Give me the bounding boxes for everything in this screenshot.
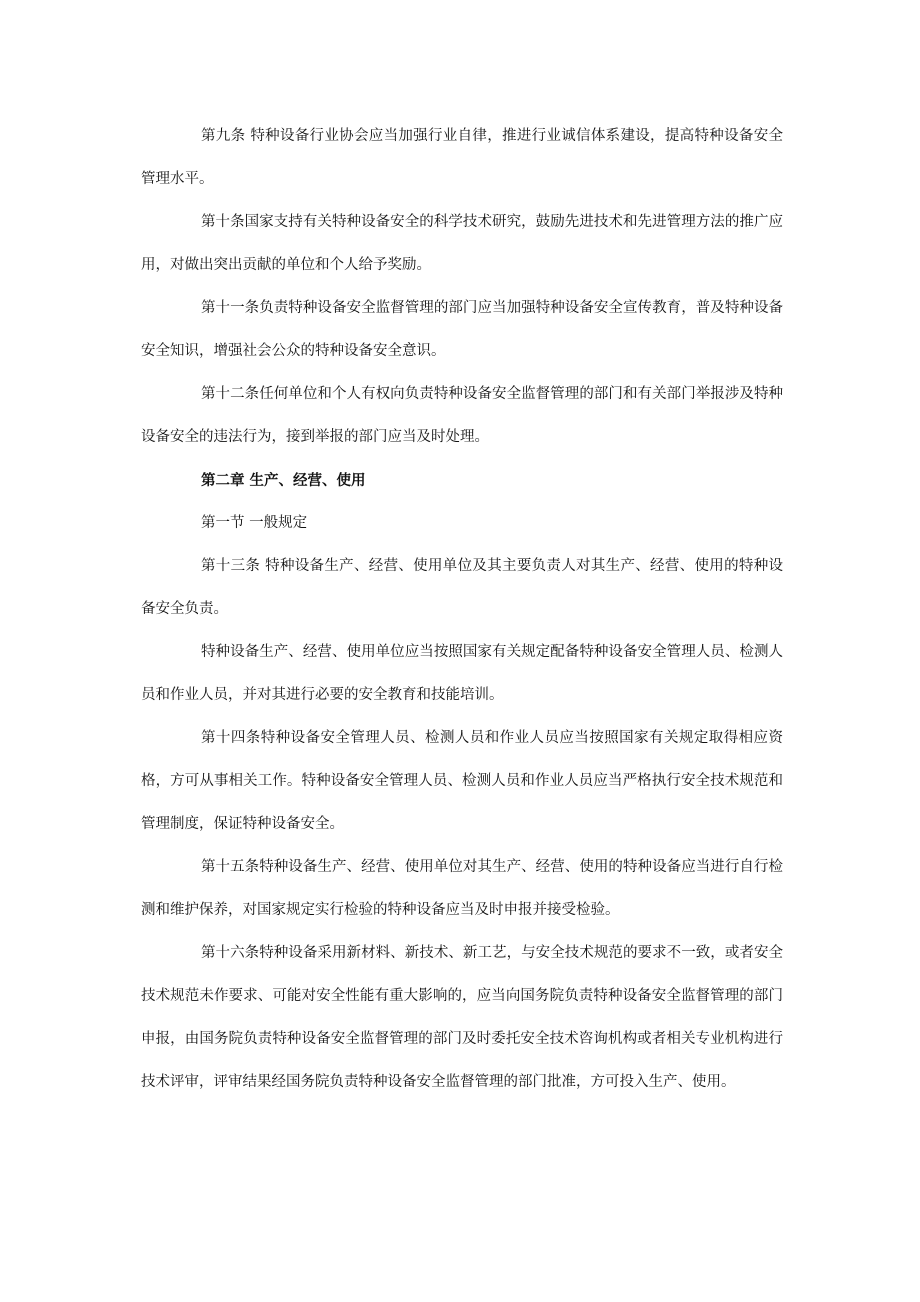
chapter-heading: 第二章 生产、经营、使用	[201, 472, 366, 489]
article-16: 第十六条特种设备采用新材料、新技术、新工艺，与安全技术规范的要求不一致，或者安全技术规范未作要求、可能对安全性能有重大影响的，应当向国务院负责特种设备安全监督管理的部门申报，由国务院负责特种设备安全监督管理的部门及时委托安全技术咨询机构或者相关专业机构进行技术评审，评审结果经国务院负责特种设备安全监督管理的部门批准，方可投入生产、使用。	[141, 945, 783, 1090]
document-page	[141, 115, 783, 1104]
article-13: 第十三条 特种设备生产、经营、使用单位及其主要负责人对其生产、经营、使用的特种设备安全负责。	[141, 558, 783, 617]
article-10: 第十条国家支持有关特种设备安全的科学技术研究，鼓励先进技术和先进管理方法的推广应用，对做出突出贡献的单位和个人给予奖励。	[141, 214, 783, 273]
section-heading: 第一节 一般规定	[201, 515, 308, 531]
article-13-paragraph-2: 特种设备生产、经营、使用单位应当按照国家有关规定配备特种设备安全管理人员、检测人员和作业人员，并对其进行必要的安全教育和技能培训。	[141, 644, 783, 703]
article-14: 第十四条特种设备安全管理人员、检测人员和作业人员应当按照国家有关规定取得相应资格，方可从事相关工作。特种设备安全管理人员、检测人员和作业人员应当严格执行安全技术规范和管理制度，保证特种设备安全。	[141, 730, 783, 832]
article-9: 第九条 特种设备行业协会应当加强行业自律，推进行业诚信体系建设，提高特种设备安全管理水平。	[141, 128, 783, 187]
article-15: 第十五条特种设备生产、经营、使用单位对其生产、经营、使用的特种设备应当进行自行检测和维护保养，对国家规定实行检验的特种设备应当及时申报并接受检验。	[141, 859, 783, 918]
article-12: 第十二条任何单位和个人有权向负责特种设备安全监督管理的部门和有关部门举报涉及特种设备安全的违法行为，接到举报的部门应当及时处理。	[141, 386, 783, 445]
article-11: 第十一条负责特种设备安全监督管理的部门应当加强特种设备安全宣传教育，普及特种设备安全知识，增强社会公众的特种设备安全意识。	[141, 300, 783, 359]
